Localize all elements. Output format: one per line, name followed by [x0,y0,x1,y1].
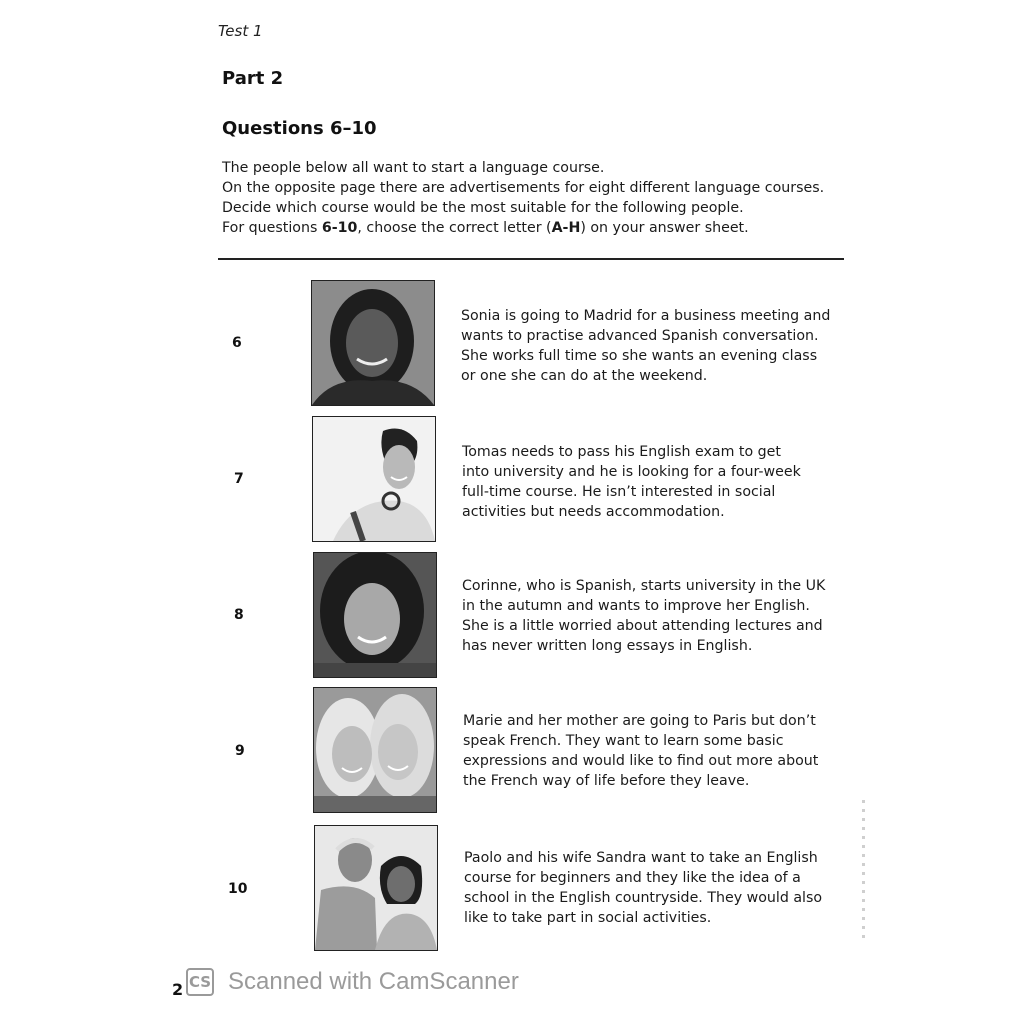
photo-corinne [313,552,437,678]
divider-line [218,258,844,260]
question-number-6: 6 [232,335,242,351]
description-10: Paolo and his wife Sandra want to take an English course for beginners and they like the idea of a school in the English countryside. They would also like to take part in social activities. [464,850,823,926]
scanner-watermark: Scanned with CamScanner [228,968,519,995]
description-6: Sonia is going to Madrid for a business meeting and wants to practise advanced Spanish conversation. She works full time so she wants an evening class or one she can do at the weekend. [461,308,831,384]
question-number-7: 7 [234,471,244,487]
questions-title: Questions 6–10 [222,118,377,139]
page-number: 2 [172,980,184,999]
photo-marie-and-mother [313,687,437,813]
description-7: Tomas needs to pass his English exam to get into university and he is looking for a four-week full-time course. He isn’t interested in social activities but needs accommodation. [462,444,801,520]
photo-sonia [311,280,435,406]
running-header: Test 1 [218,22,263,40]
photo-paolo-and-sandra [314,825,438,951]
instruction-line-2: On the opposite page there are advertisements for eight different language courses. [222,180,825,196]
scan-edge-marks [862,800,865,940]
instruction-line-1: The people below all want to start a language course. [222,160,605,176]
instructions [222,158,842,238]
instruction-line-4: For questions 6-10, choose the correct letter (A-H) on your answer sheet. [222,220,749,236]
camscanner-logo-icon: CS [186,968,214,996]
question-number-10: 10 [228,881,248,897]
description-8: Corinne, who is Spanish, starts university in the UK in the autumn and wants to improve her English. She is a little worried about attending lectures and has never written long essays in English. [462,578,826,654]
description-9: Marie and her mother are going to Paris but don’t speak French. They want to learn some basic expressions and would like to find out more about the French way of life before they leave. [463,713,819,789]
question-number-8: 8 [234,607,244,623]
part-title: Part 2 [222,68,284,89]
question-number-9: 9 [235,743,245,759]
photo-tomas [312,416,436,542]
instruction-line-3: Decide which course would be the most suitable for the following people. [222,200,744,216]
